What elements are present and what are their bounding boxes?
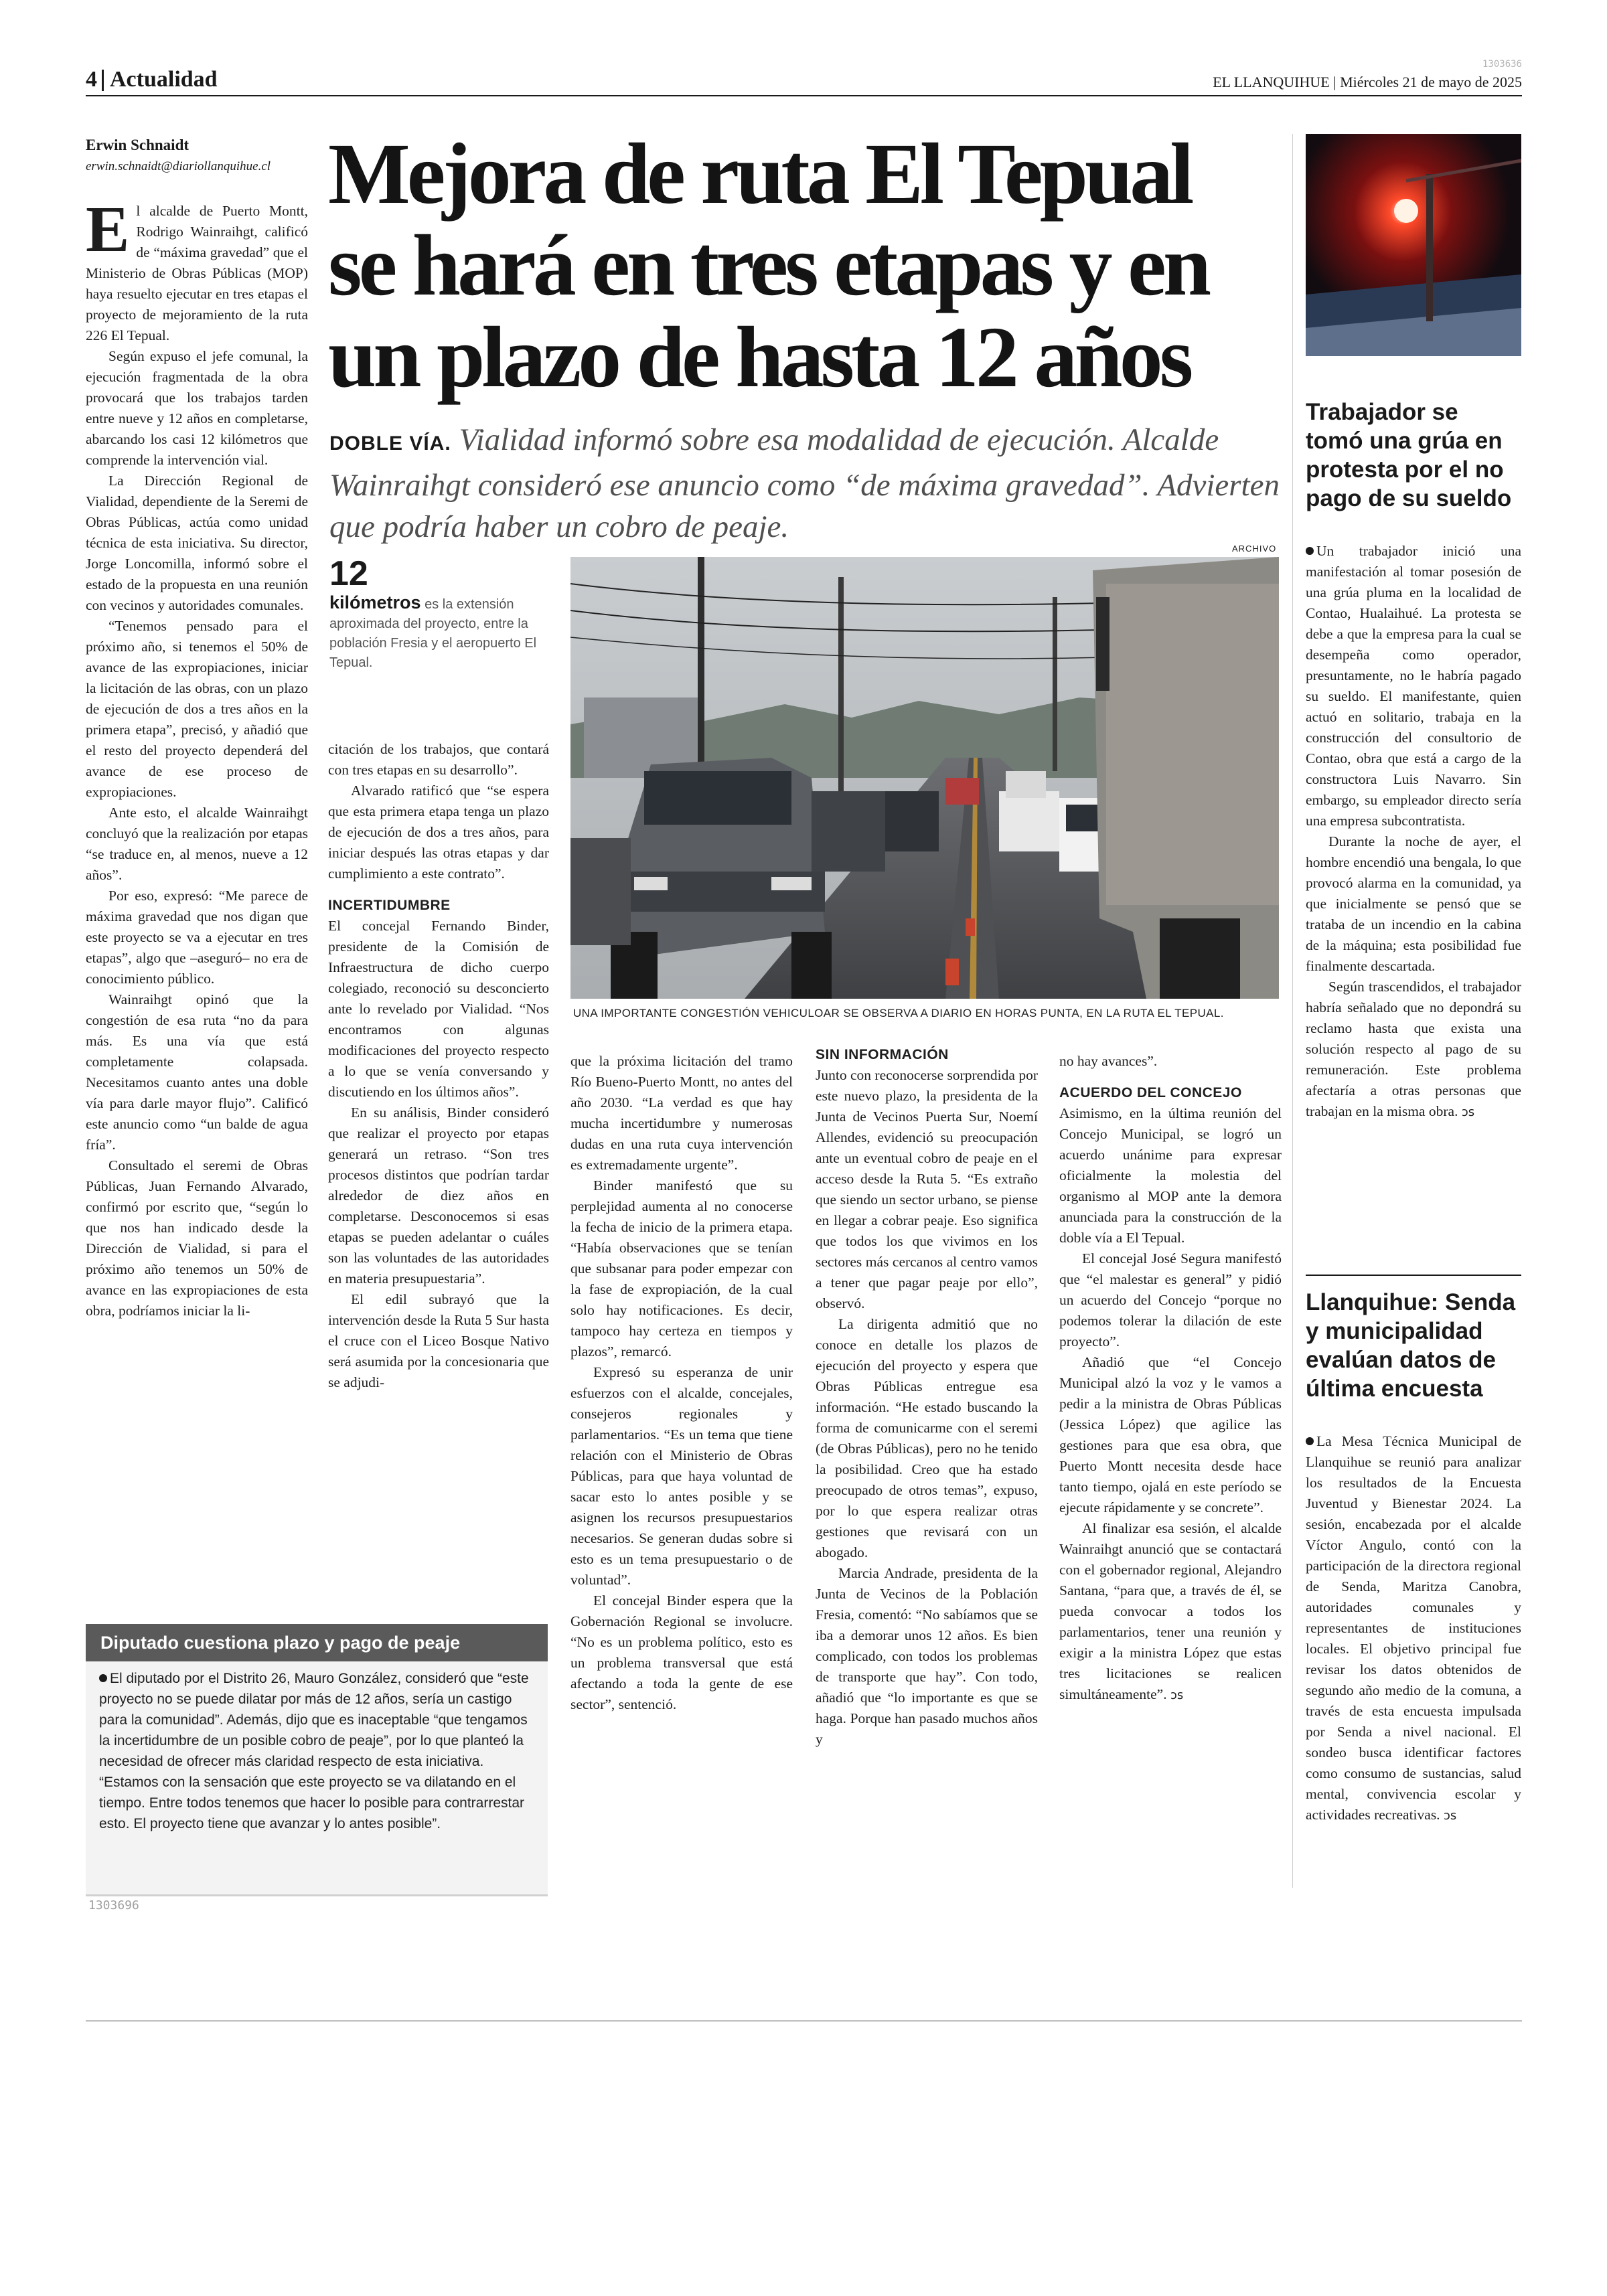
- headline-line-2: se hará en tres etapas y en: [328, 218, 1209, 314]
- side1-body: [1306, 541, 1521, 1123]
- traffic-photo: [570, 557, 1279, 999]
- factoid-number: 12: [329, 554, 368, 593]
- box-text: El diputado por el Distrito 26, Mauro González, consideró que “este proyecto no se puede dilatar por más de 12 años, sería un castigo para la comunidad”. Además, dijo que es inaceptable “que tengamos la incertidumbre de un posible cobro de peaje”, por lo que planteó la necesidad de ofrecer más claridad respecto de esta iniciativa. “Estamos con la sensación que este proyecto se va dilatando en el tiempo. Entre todos tenemos que hacer lo posible para contrarrestar esto. El proyecto tiene que avanzar y lo antes posible”.: [99, 1671, 529, 1831]
- drop-cap: E: [86, 193, 130, 266]
- lead-paragraph: [329, 419, 1280, 548]
- side1-title: Trabajador se tomó una grúa en protesta por el no pago de su sueldo: [1306, 399, 1512, 511]
- page-number: 4: [86, 67, 97, 92]
- col1-para-3: La Dirección Regional de Vialidad, dependiente de la Seremi de Obras Públicas, actúa como unidad técnica de esta iniciativa. Su director, Jorge Loncomilla, informó sobre el estado de la propuesta en una reunión con vecinos y autoridades comunales.: [86, 473, 308, 613]
- col4-para-1: Junto con reconocerse sorprendida por este nuevo plazo, la presidenta de la Junta de Vecinos Puerta Sur, Noemí Allendes, evidenció su preocupación ante un eventual cobro de peaje en el acceso desde la Ruta 5. “Es extraño que siendo un sector urbano, se piense en llegar a cobrar peaje. Eso significa que todos los que vivimos en los sectores más cercanos al centro vamos a tener que pagar peaje por ello”, observó.: [816, 1067, 1038, 1311]
- author-name: Erwin Schnaidt: [86, 137, 189, 153]
- paper-name: EL LLANQUIHUE: [1213, 74, 1330, 90]
- header-divider: [102, 70, 104, 91]
- col3-para-4: El concejal Binder espera que la Gobernación Regional se involucre. “No es un problema político, esto es un problema transversal que está afectando a toda la gente de ese sector”, sentenció.: [570, 1592, 793, 1712]
- header-stamp: 1303636: [1482, 59, 1522, 70]
- header-bar: [86, 59, 1522, 95]
- factoid-unit: kilómetros: [329, 592, 421, 612]
- side1-para-2: Durante la noche de ayer, el hombre encendió una bengala, lo que provocó alarma en la comunidad, ya que inicialmente se pensó que se trataba de un incendio en la cabina de la máquina; esta posibilidad fue finalmente descartada.: [1306, 833, 1521, 974]
- column-4: [816, 1044, 1038, 1750]
- footer-rule: [86, 2020, 1522, 2022]
- col4-para-3: Marcia Andrade, presidenta de la Junta de Vecinos de la Población Fresia, comentó: “No sabíamos que se iba a demorar unos 12 años. Es bien complicado, con todos los problemas de transporte que hay”. Con todo, añadió que “lo importante es que se haga. Porque han pasado muchos años y: [816, 1565, 1038, 1747]
- col3-para-1: que la próxima licitación del tramo Río Bueno-Puerto Montt, no antes del año 2030. “La verdad es que hay mucha incertidumbre y numerosas dudas en una ruta cuya intervención es extremadamente urgente”.: [570, 1053, 793, 1173]
- col5-para-5: Al finalizar esa sesión, el alcalde Wainraihgt anunció que se contactará con el gobernador regional, Alejandro Santana, “para que, a través de él, se pueda convocar a todos los parlamentarios, tener una reunión y exigir a la ministra López que estas tres licitaciones se realicen simultáneamente”. ↄs: [1059, 1520, 1282, 1702]
- col5-para-1: no hay avances”.: [1059, 1053, 1158, 1069]
- end-mark-icon: ↄs: [1443, 1809, 1457, 1823]
- side-divider: [1306, 1275, 1521, 1276]
- bullet-icon: [99, 1674, 107, 1682]
- column-1: [86, 193, 308, 1321]
- header-sep: |: [1333, 74, 1341, 90]
- col5-para-4: Añadió que “el Concejo Municipal alzó la voz y le vamos a pedir a la ministra de Obras Públicas (Jessica López) que agilice las gestiones para que esa obra, que Puerto Montt necesita desde hace tanto tiempo, ojalá en este período se ejecute rápidamente y se concrete”.: [1059, 1354, 1282, 1515]
- side1-para-1: Un trabajador inició una manifestación al tomar posesión de una grúa pluma en la localidad de Contao, Hualaihué. La protesta se debe a que la empresa para la cual se desempeña como operador, presuntamente, no le habría pagado su sueldo. El manifestante, quien actuó en solitario, trabaja en la construcción del consultorio de Contao, obra que está a cargo de la constructora Luis Navarro. Sin embargo, su empleador directo sería una empresa subcontratista.: [1306, 543, 1521, 829]
- column-3: [570, 1051, 793, 1715]
- col2-para-2: Alvarado ratificó que “se espera que esta primera etapa tenga un plazo de ejecución de dos a tres años, para iniciar después las otras etapas y dar cumplimiento a este contrato”.: [328, 783, 549, 882]
- col1-para-1: El alcalde de Puerto Montt, Rodrigo Wainraihgt, calificó de “máxima gravedad” que el Ministerio de Obras Públicas (MOP) haya resuelto ejecutar en tres etapas el proyecto de mejoramiento de la ruta 226 El Tepual.: [86, 193, 308, 343]
- photo-credit: ARCHIVO: [1232, 544, 1277, 554]
- factoid: [329, 554, 542, 673]
- traffic-photo-image: [570, 557, 1279, 999]
- crane-photo: [1306, 134, 1521, 356]
- headline: [328, 126, 1279, 406]
- factoid-text: es la extensión aproximada del proyecto, entre la población Fresia y el aeropuerto El Tepual.: [329, 597, 537, 670]
- bottom-stamp: 1303696: [88, 1898, 139, 1912]
- issue-date: Miércoles 21 de mayo de 2025: [1340, 74, 1522, 90]
- sidebar-box: [86, 1624, 548, 1896]
- bullet-icon: [1306, 547, 1314, 555]
- col5-subhead: ACUERDO DEL CONCEJO: [1059, 1085, 1242, 1100]
- crane-photo-image: [1306, 134, 1521, 356]
- col2-para-3: El concejal Fernando Binder, presidente de la Comisión de Infraestructura de dicho cuerpo colegiado, reconoció su desconcierto ante lo revelado por Vialidad. “Nos encontramos con algunas modificaciones del proyecto respecto a lo que se venía conversando y discutiendo en los últimos años”.: [328, 918, 549, 1100]
- section-name: Actualidad: [110, 67, 218, 92]
- column-2: [328, 739, 549, 1393]
- author-email: erwin.schnaidt@diariollanquihue.cl: [86, 159, 271, 173]
- bullet-icon: [1306, 1437, 1314, 1445]
- end-mark-icon: ↄs: [1170, 1688, 1184, 1702]
- col2-subhead: INCERTIDUMBRE: [328, 898, 451, 913]
- col1-para-2: Según expuso el jefe comunal, la ejecución fragmentada de la obra provocará que los trabajos tarden entre nueve y 12 años en completarse, abarcando los casi 12 kilómetros que comprende la intervención vial.: [86, 348, 308, 468]
- col4-subhead: SIN INFORMACIÓN: [816, 1047, 949, 1062]
- col2-para-4: En su análisis, Binder consideró que realizar el proyecto por etapas generará un retraso. “Son tres procesos distintos que podrían tardar alrededor de diez años en completarse. Desconocemos si esas etapas se pueden adelantar o cuáles son las voluntades de las autoridades en materia presupuestaria”.: [328, 1104, 549, 1287]
- side2-title: Llanquihue: Senda y municipalidad evalúan datos de última encuesta: [1306, 1289, 1516, 1402]
- photo-caption: UNA IMPORTANTE CONGESTIÓN VEHICULOAR SE OBSERVA A DIARIO EN HORAS PUNTA, EN LA RUTA EL TEPUAL.: [573, 1007, 1224, 1019]
- lead-tag: DOBLE VÍA.: [329, 432, 451, 455]
- col3-para-3: Expresó su esperanza de unir esfuerzos con el alcalde, concejales, consejeros regionales y parlamentarios. “Es un tema que tiene relación con el Ministerio de Obras Públicas, para que haya voluntad de sacar esto lo antes posible y se asignen los recursos presupuestarios necesarios. Se generan dudas sobre si esto es un tema presupuestario o de voluntad”.: [570, 1364, 793, 1588]
- headline-line-3: un plazo de hasta 12 años: [328, 309, 1191, 406]
- factoid-body: [329, 593, 542, 673]
- col4-para-2: La dirigenta admitió que no conoce en detalle los plazos de ejecución del proyecto y espera que Obras Públicas entregue esa información. “He estado buscando la forma de comunicarme con el seremi (de Obras Públicas), pero no he tenido la posibilidad. Creo que ha estado preocupado de otros temas”, expuso, por lo que espera realizar otras gestiones que revisará con un abogado.: [816, 1316, 1038, 1560]
- col1-para-4: “Tenemos pensado para el próximo año, si tenemos el 50% de avance de las expropiaciones, iniciar la licitación de las obras, con un plazo de ejecución de dos a tres años en la primera etapa”, precisó, y añadió que el resto del proyecto dependerá del avance de ese proceso de expropiaciones.: [86, 618, 308, 800]
- col5-para-2: Asimismo, en la última reunión del Concejo Municipal, se logró un acuerdo unánime para expresar oficialmente la molestia del organismo al MOP ante la demora anunciada para la construcción de la doble vía a El Tepual.: [1059, 1105, 1282, 1246]
- col1-para-7: Wainraihgt opinó que la congestión de esa ruta “no da para más. Es una vía que está completamente colapsada. Necesitamos cuanto antes una doble vía para darle mayor flujo”. Calificó este anuncio como “un balde de agua fría”.: [86, 991, 308, 1153]
- header-paper-date: [1213, 74, 1522, 91]
- lead-text: Vialidad informó sobre esa modalidad de ejecución. Alcalde Wainraihgt consideró ese anuncio como “de máxima gravedad”. Advierten que podría haber un cobro de peaje.: [329, 422, 1280, 544]
- side2-body: [1306, 1431, 1521, 1826]
- right-column-rule: [1292, 134, 1293, 1888]
- col5-para-3: El concejal José Segura manifestó que “el malestar es general” y pidió un acuerdo del Concejo “porque no podemos tolerar la dilación de este proyecto”.: [1059, 1250, 1282, 1349]
- side1-para-3: Según trascendidos, el trabajador habría señalado que no depondrá su reclamo hasta que exista una solución respecto al pago de su remuneración. Este problema afectaría a otras personas que trabajan en la misma obra. ↄs: [1306, 979, 1521, 1119]
- column-5: [1059, 1051, 1282, 1706]
- end-mark-icon: ↄs: [1461, 1105, 1475, 1119]
- col3-para-2: Binder manifestó que su perplejidad aumenta al no conocerse la fecha de inicio de la primera etapa. “Había observaciones que se tenían que subsanar para poder empezar con la fase de expropiación, de la cual solo hay notificaciones. Es decir, tampoco hay certeza en tiempos y plazos”, remarcó.: [570, 1177, 793, 1360]
- box-body: [86, 1661, 548, 1834]
- col2-para-1: citación de los trabajos, que contará con tres etapas en su desarrollo”.: [328, 741, 549, 778]
- side2-para-1: La Mesa Técnica Municipal de Llanquihue se reunió para analizar los resultados de la Encuesta Juventud y Bienestar 2024. La sesión, encabezada por el alcalde Víctor Angulo, contó con la participación de la directora regional de Senda, Maritza Canobra, autoridades comunales y representantes de instituciones locales. El objetivo principal fue revisar los datos obtenidos de segundo año medio de la comuna, a través de esta encuesta impulsada por Senda a nivel nacional. El sondeo busca identificar factores como consumo de sustancias, salud mental, convivencia escolar y actividades recreativas. ↄs: [1306, 1433, 1521, 1823]
- header-rule: [86, 95, 1522, 96]
- col1-para-8: Consultado el seremi de Obras Públicas, Juan Fernando Alvarado, confirmó por escrito que, “según lo que nos han indicado desde la Dirección de Vialidad, si para el próximo año tenemos un 50% de avance en las expropiaciones de esta obra, podríamos iniciar la li-: [86, 1157, 308, 1319]
- headline-line-1: Mejora de ruta El Tepual: [328, 126, 1191, 222]
- col2-para-5: El edil subrayó que la intervención desde la Ruta 5 Sur hasta el cruce con el Liceo Bosque Nativo será asumida por la concesionaria que se adjudi-: [328, 1291, 549, 1390]
- col1-para-6: Por eso, expresó: “Me parece de máxima gravedad que nos digan que este proyecto se va a ejecutar en tres etapas”, algo que –aseguró– no era de conocimiento público.: [86, 888, 308, 987]
- col1-para-5: Ante esto, el alcalde Wainraihgt concluyó que la realización por etapas “se traduce en, al menos, nueve a 12 años”.: [86, 805, 308, 883]
- box-header: Diputado cuestiona plazo y pago de peaje: [86, 1624, 548, 1661]
